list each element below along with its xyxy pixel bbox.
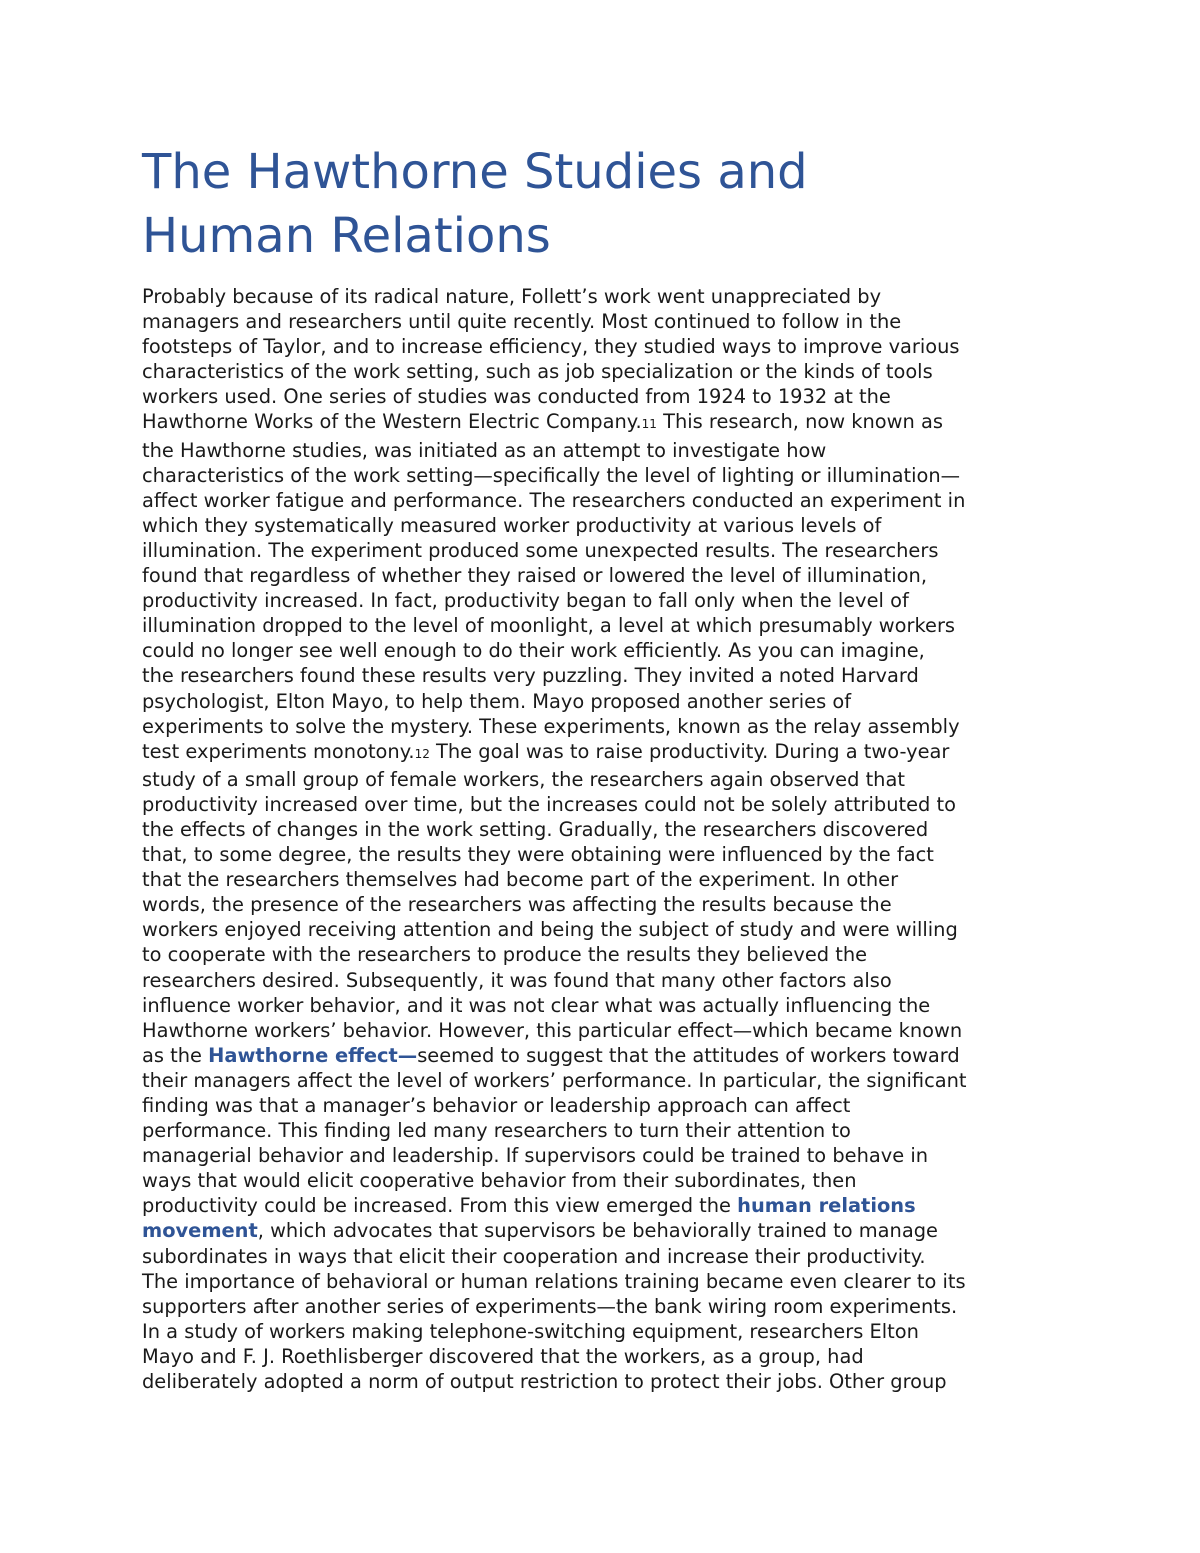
body-line — [142, 1043, 1072, 1068]
body-line: Hawthorne workers’ behavior. However, this particular effect—which became known — [142, 1018, 963, 1042]
document-page — [142, 140, 1072, 1394]
body-text: The goal was to raise productivity. During a two-year — [436, 739, 950, 763]
body-line: found that regardless of whether they raised or lowered the level of illumination, — [142, 564, 927, 588]
body-line: words, the presence of the researchers was affecting the results because the — [142, 893, 892, 917]
body-line: managerial behavior and leadership. If supervisors could be trained to behave in — [142, 1144, 928, 1168]
body-line: experiments to solve the mystery. These experiments, known as the relay assembly — [142, 714, 960, 738]
body-line: The importance of behavioral or human relations training became even clearer to its — [142, 1269, 966, 1293]
body-text: test experiments monotony. — [142, 739, 415, 763]
body-line: In a study of workers making telephone-switching equipment, researchers Elton — [142, 1319, 919, 1343]
body-line — [142, 409, 1072, 437]
body-line: finding was that a manager’s behavior or leadership approach can affect — [142, 1094, 851, 1117]
body-line: affect worker fatigue and performance. The researchers conducted an experiment in — [142, 488, 966, 512]
body-line: workers used. One series of studies was conducted from 1924 to 1932 at the — [142, 385, 891, 409]
body-text: , which advocates that supervisors be behaviorally trained to manage — [257, 1219, 938, 1243]
body-line: Probably because of its radical nature, Follett’s work went unappreciated by — [142, 285, 882, 308]
body-text: Hawthorne Works of the Western Electric Company. — [142, 410, 642, 434]
body-line: study of a small group of female workers, the researchers again observed that — [142, 767, 905, 791]
body-line: characteristics of the work setting, such as job specialization or the kinds of tools — [142, 360, 933, 384]
body-line: Mayo and F. J. Roethlisberger discovered that the workers, as a group, had — [142, 1344, 864, 1368]
body-line: influence worker behavior, and it was not clear what was actually influencing the — [142, 993, 931, 1017]
body-line — [142, 1193, 1072, 1218]
key-term-human-relations[interactable]: human relations — [737, 1194, 916, 1218]
body-line: workers enjoyed receiving attention and being the subject of study and were willing — [142, 918, 958, 942]
body-text: This research, now known as — [663, 410, 943, 434]
key-term-movement[interactable]: movement — [142, 1219, 258, 1243]
footnote-ref-12[interactable]: 12 — [414, 746, 430, 761]
body-line: that the researchers themselves had become part of the experiment. In other — [142, 868, 899, 892]
body-line: supporters after another series of experiments—the bank wiring room experiments. — [142, 1294, 958, 1318]
body-line: psychologist, Elton Mayo, to help them. Mayo proposed another series of — [142, 689, 852, 713]
body-line: that, to some degree, the results they were obtaining were influenced by the fact — [142, 843, 934, 867]
body-line: characteristics of the work setting—specifically the level of lighting or illumination— — [142, 463, 961, 487]
body-text: as the — [142, 1043, 209, 1067]
body-line — [142, 739, 1072, 767]
body-line: the Hawthorne studies, was initiated as an attempt to investigate how — [142, 438, 827, 462]
footnote-ref-11[interactable]: 11 — [641, 417, 657, 432]
body-line: footsteps of Taylor, and to increase efficiency, they studied ways to improve various — [142, 335, 960, 359]
body-line: ways that would elicit cooperative behavior from their subordinates, then — [142, 1169, 857, 1193]
body-line: subordinates in ways that elicit their cooperation and increase their productivity. — [142, 1244, 926, 1268]
body-line: managers and researchers until quite recently. Most continued to follow in the — [142, 310, 902, 334]
body-line — [142, 1218, 1072, 1243]
body-line: which they systematically measured worker productivity at various levels of — [142, 513, 882, 537]
body-text: seemed to suggest that the attitudes of workers toward — [417, 1043, 960, 1067]
title-line-2: Human Relations — [142, 208, 551, 264]
title-line-1: The Hawthorne Studies and — [142, 144, 808, 200]
body-text: productivity could be increased. From this view emerged the — [142, 1194, 738, 1218]
body-line: to cooperate with the researchers to produce the results they believed the — [142, 943, 868, 967]
key-term-hawthorne-effect[interactable]: Hawthorne effect— — [208, 1043, 418, 1067]
body-line: researchers desired. Subsequently, it was found that many other factors also — [142, 968, 892, 992]
body-line: productivity increased over time, but the increases could not be solely attributed to — [142, 792, 956, 816]
body-line: illumination dropped to the level of moonlight, a level at which presumably workers — [142, 614, 956, 638]
body-line: performance. This finding led many researchers to turn their attention to — [142, 1119, 851, 1143]
body-line: illumination. The experiment produced some unexpected results. The researchers — [142, 538, 939, 562]
body-line: the effects of changes in the work setting. Gradually, the researchers discovered — [142, 817, 929, 841]
body-line: productivity increased. In fact, productivity began to fall only when the level of — [142, 589, 909, 613]
body-line: the researchers found these results very puzzling. They invited a noted Harvard — [142, 664, 919, 688]
body-paragraph — [142, 284, 1072, 1394]
page-title — [142, 140, 1072, 268]
body-line: their managers affect the level of workers’ performance. In particular, the significant — [142, 1068, 967, 1092]
body-line: deliberately adopted a norm of output restriction to protect their jobs. Other group — [142, 1370, 947, 1394]
body-line: could no longer see well enough to do their work efficiently. As you can imagine, — [142, 639, 925, 663]
